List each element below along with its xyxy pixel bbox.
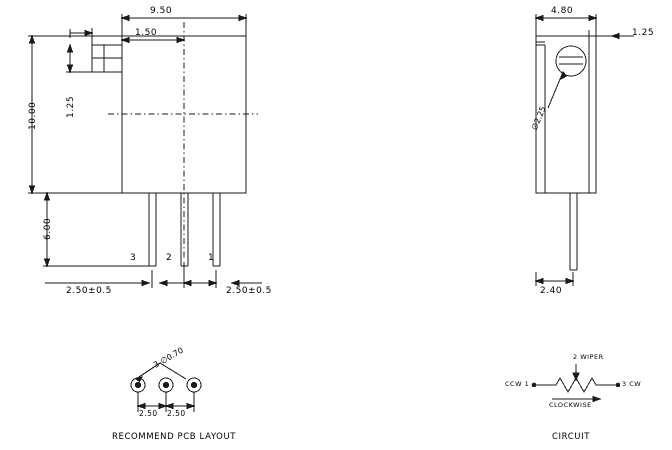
circuit-wiper-label: 2 WIPER bbox=[573, 353, 604, 361]
dim-side-width: 4.80 bbox=[551, 6, 574, 16]
pcb-hole-note: 3-∅0.70 bbox=[152, 345, 185, 370]
dim-front-pin-length: 6.00 bbox=[43, 217, 53, 240]
circuit-caption: CIRCUIT bbox=[552, 432, 590, 442]
pcb-spacing-2: 2.50 bbox=[167, 409, 186, 418]
circuit-cw-label: 3 CW bbox=[622, 380, 642, 388]
dim-front-height: 10.00 bbox=[28, 101, 38, 130]
dim-front-pin-offset: 1.50 bbox=[135, 28, 158, 38]
circuit-rotation-note: CLOCKWISE bbox=[549, 401, 592, 409]
pin-label-1: 1 bbox=[208, 253, 215, 263]
dim-side-pin-offset: 2.40 bbox=[540, 286, 563, 296]
pin-label-3: 3 bbox=[130, 253, 137, 263]
circuit-ccw-label: CCW 1 bbox=[505, 380, 530, 388]
pin-label-2: 2 bbox=[166, 253, 173, 263]
pcb-spacing-1: 2.50 bbox=[139, 409, 158, 418]
dim-side-top-right: 1.25 bbox=[632, 28, 655, 38]
pcb-caption: RECOMMEND PCB LAYOUT bbox=[112, 432, 237, 442]
dim-screw-diameter: ∅2.25 bbox=[530, 105, 548, 132]
dim-pitch-right: 2.50±0.5 bbox=[226, 286, 272, 296]
dim-pitch-left: 2.50±0.5 bbox=[66, 286, 112, 296]
dim-front-slot-height: 1.25 bbox=[66, 95, 76, 118]
dim-front-width: 9.50 bbox=[150, 6, 173, 16]
